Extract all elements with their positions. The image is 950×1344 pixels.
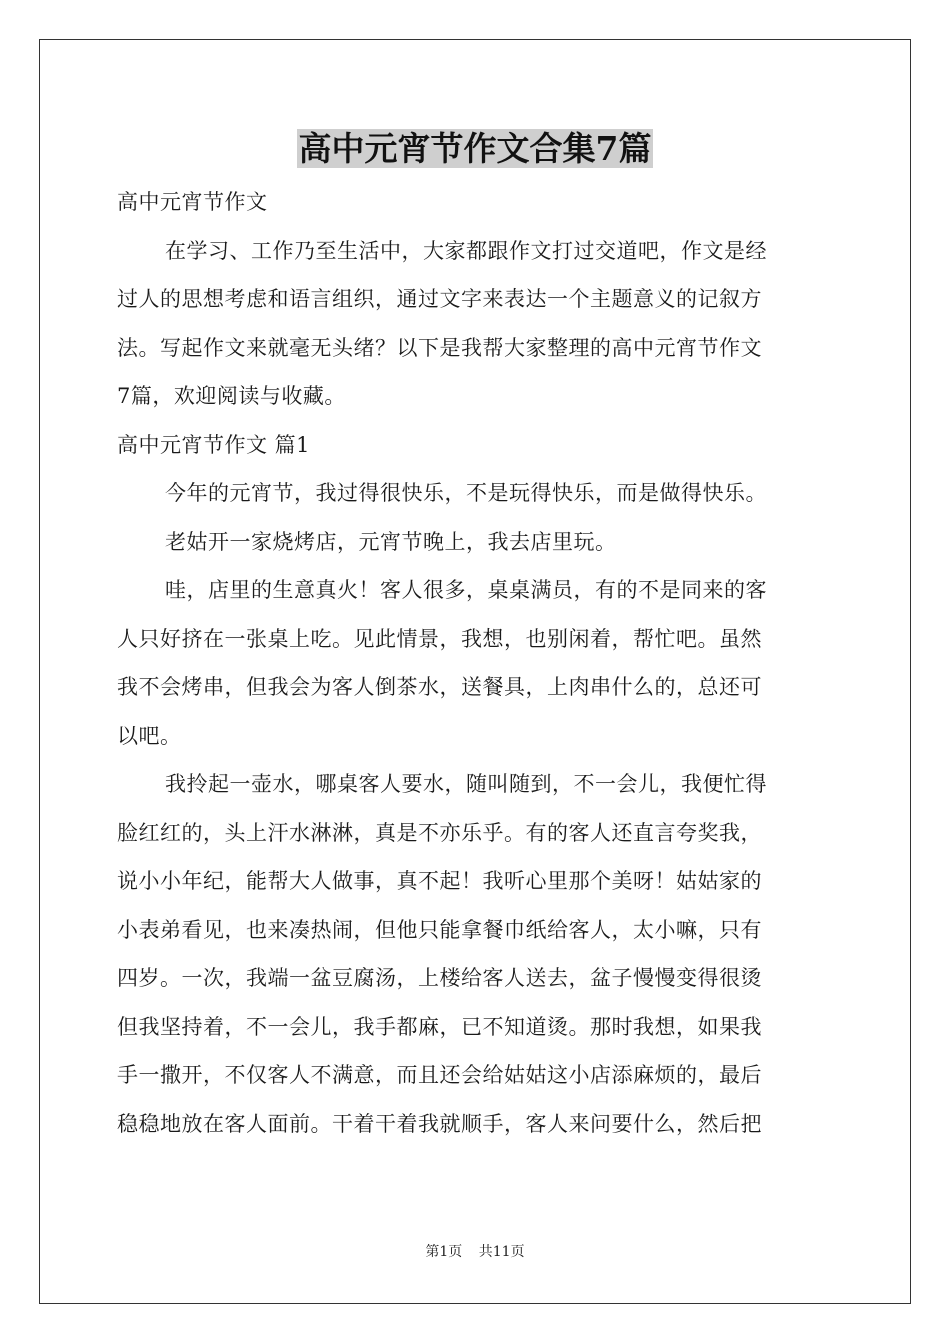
text-line: 说小小年纪，能帮大人做事，真不起！我听心里那个美呀！姑姑家的 (117, 869, 762, 893)
text-line: 手一撒开，不仅客人不满意，而且还会给姑姑这小店添麻烦的，最后 (117, 1063, 762, 1087)
text-line: 小表弟看见，也来凑热闹，但他只能拿餐巾纸给客人，太小嘛，只有 (117, 917, 762, 942)
text-line: 老姑开一家烧烤店，元宵节晚上，我去店里玩。 (165, 529, 617, 554)
text-line: 以吧。 (117, 723, 182, 748)
page-number: 第1页 (425, 1244, 463, 1260)
text-line: 脸红红的，头上汗水淋淋，真是不亦乐乎。有的客人还直言夸奖我， (117, 820, 762, 845)
document-title-text: 高中元宵节作文合集7篇 (298, 129, 652, 168)
text-line: 在学习、工作乃至生活中，大家都跟作文打过交道吧，作文是经 (165, 238, 767, 263)
text-line: 人只好挤在一张桌上吃。见此情景，我想，也别闲着，帮忙吧。虽然 (117, 626, 762, 651)
text-line: 稳稳地放在客人面前。干着干着我就顺手，客人来问要什么，然后把 (117, 1111, 762, 1136)
document-body (117, 178, 833, 1148)
text-line: 我不会烤串，但我会为客人倒茶水，送餐具，上肉串什么的，总还可 (117, 675, 762, 699)
text-line: 四岁。一次，我端一盆豆腐汤，上楼给客人送去，盆子慢慢变得很烫 (117, 966, 762, 990)
page-footer (0, 1242, 950, 1262)
text-line: 高中元宵节作文 (117, 190, 268, 214)
text-line: 今年的元宵节，我过得很快乐，不是玩得快乐，而是做得快乐。 (165, 481, 767, 505)
text-line: 7篇，欢迎阅读与收藏。 (117, 384, 346, 408)
text-line: 但我坚持着，不一会儿，我手都麻，已不知道烫。那时我想，如果我 (117, 1014, 762, 1039)
text-line: 法。写起作文来就毫无头绪？以下是我帮大家整理的高中元宵节作文 (117, 335, 762, 360)
text-line: 高中元宵节作文 篇1 (117, 432, 311, 457)
text-line: 过人的思想考虑和语言组织，通过文字来表达一个主题意义的记叙方 (117, 287, 762, 311)
page-total: 共11页 (478, 1244, 525, 1260)
text-line: 哇，店里的生意真火！客人很多，桌桌满员，有的不是同来的客 (165, 578, 767, 602)
document-title (0, 126, 950, 172)
text-line: 我拎起一壶水，哪桌客人要水，随叫随到，不一会儿，我便忙得 (165, 772, 767, 796)
